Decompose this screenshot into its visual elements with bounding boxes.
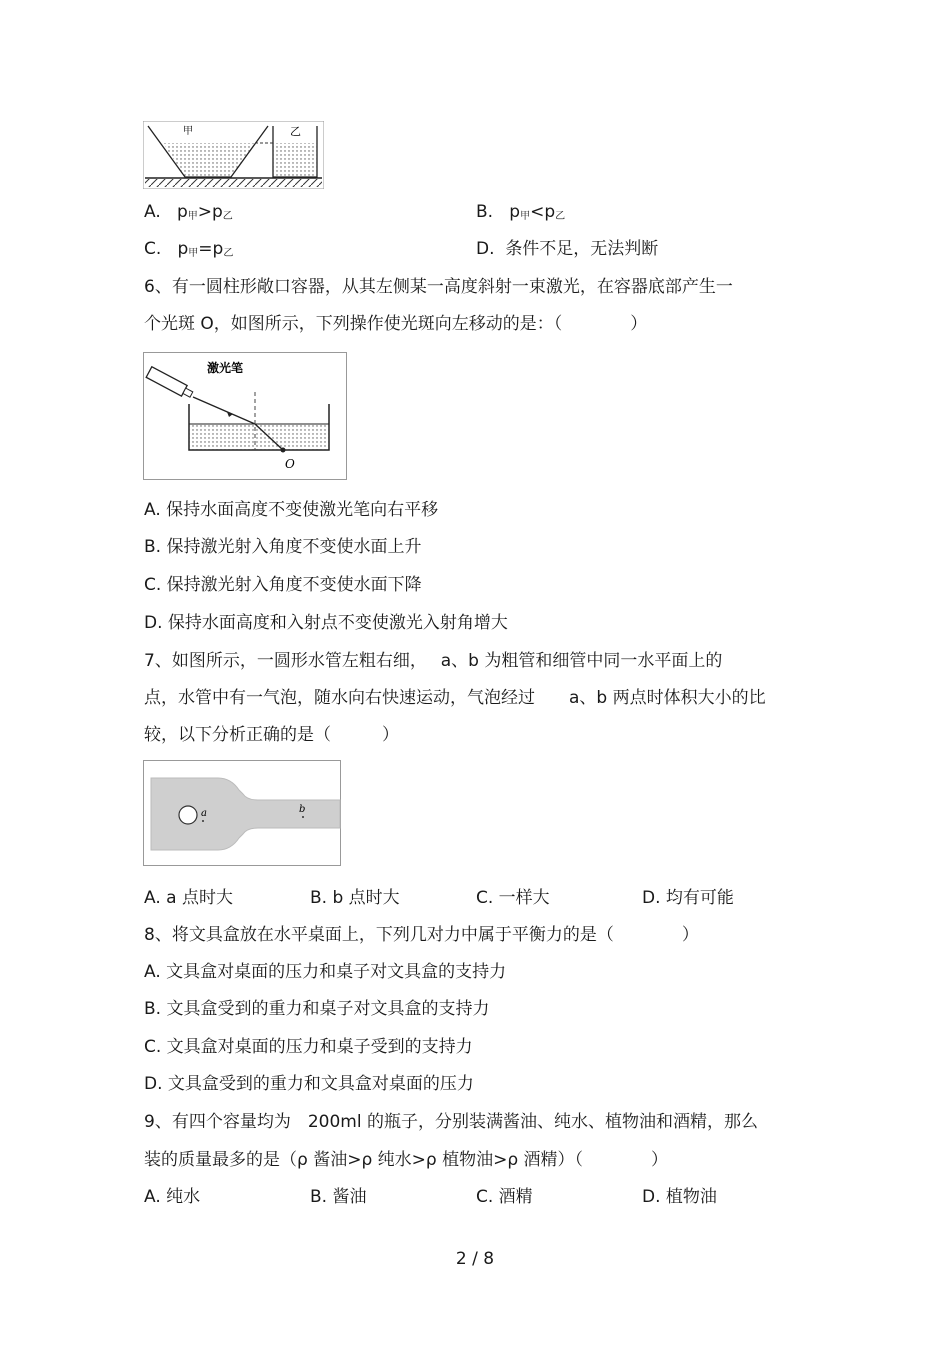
q6-option-b[interactable]: B. 保持激光射入角度不变使水面上升 [144, 537, 422, 557]
q7-figure-svg [143, 760, 341, 866]
q6-option-a[interactable]: A. 保持水面高度不变使激光笔向右平移 [144, 500, 439, 520]
q9-option-a[interactable]: A. 纯水 [144, 1187, 201, 1207]
q7-option-b[interactable]: B. b 点时大 [310, 888, 400, 908]
q6-option-d[interactable]: D. 保持水面高度和入射点不变使激光入射角增大 [144, 613, 508, 633]
q8-option-c[interactable]: C. 文具盒对桌面的压力和桌子受到的支持力 [144, 1037, 473, 1057]
q7-option-a[interactable]: A. a 点时大 [144, 888, 233, 908]
q6-text-line2: 个光斑 O，如图所示，下列操作使光斑向左移动的是：（ ） [144, 314, 648, 334]
q7-option-c[interactable]: C. 一样大 [476, 888, 550, 908]
q9-option-c[interactable]: C. 酒精 [476, 1187, 533, 1207]
q5-option-b[interactable]: B. $p_甲<p_乙$ [476, 202, 566, 222]
q6-figure-svg [143, 352, 347, 480]
q6-option-c[interactable]: C. 保持激光射入角度不变使水面下降 [144, 575, 422, 595]
q5-option-d[interactable]: D. 条件不足，无法判断 [476, 239, 659, 259]
q6-label-o: O [285, 457, 295, 471]
q8-text-line1: 8、将文具盒放在水平桌面上，下列几对力中属于平衡力的是（ ） [144, 925, 699, 945]
q9-text-line1: 9、有四个容量均为 200ml 的瓶子，分别装满酱油、纯水、植物油和酒精，那么 [144, 1112, 758, 1132]
q7-text-line2: 点，水管中有一气泡，随水向右快速运动，气泡经过 a、b 两点时体积大小的比 [144, 688, 766, 708]
q6-text-line1: 6、有一圆柱形敞口容器，从其左侧某一高度斜射一束激光，在容器底部产生一 [144, 277, 733, 297]
q7-option-d[interactable]: D. 均有可能 [642, 888, 734, 908]
q7-label-a: a [201, 808, 207, 819]
q6-label-laser: 激光笔 [207, 361, 244, 375]
q9-option-b[interactable]: B. 酱油 [310, 1187, 367, 1207]
q5-figure-svg [143, 121, 324, 189]
page-number: 2 / 8 [455, 1249, 495, 1269]
q8-option-b[interactable]: B. 文具盒受到的重力和桌子对文具盒的支持力 [144, 999, 490, 1019]
q8-option-d[interactable]: D. 文具盒受到的重力和文具盒对桌面的压力 [144, 1074, 474, 1094]
q6-figure [143, 352, 347, 480]
q5-option-c[interactable]: C. $p_甲=p_乙$ [144, 239, 234, 259]
q7-label-b: b [299, 804, 306, 815]
q9-text-line2: 装的质量最多的是（ρ 酱油>ρ 纯水>ρ 植物油>ρ 酒精）（ ） [144, 1150, 669, 1170]
q7-text-line1: 7、如图所示，一圆形水管左粗右细， a、b 为粗管和细管中同一水平面上的 [144, 651, 723, 671]
q9-option-d[interactable]: D. 植物油 [642, 1187, 717, 1207]
q8-option-a[interactable]: A. 文具盒对桌面的压力和桌子对文具盒的支持力 [144, 962, 507, 982]
q5-figure [143, 121, 324, 189]
q5-label-yi: 乙 [290, 125, 301, 138]
q7-text-line3: 较，以下分析正确的是（ ） [144, 725, 399, 745]
q5-label-jia: 甲 [183, 126, 193, 137]
q5-option-a[interactable]: A. $p_甲>p_乙$ [144, 202, 233, 222]
q7-figure [143, 760, 341, 866]
